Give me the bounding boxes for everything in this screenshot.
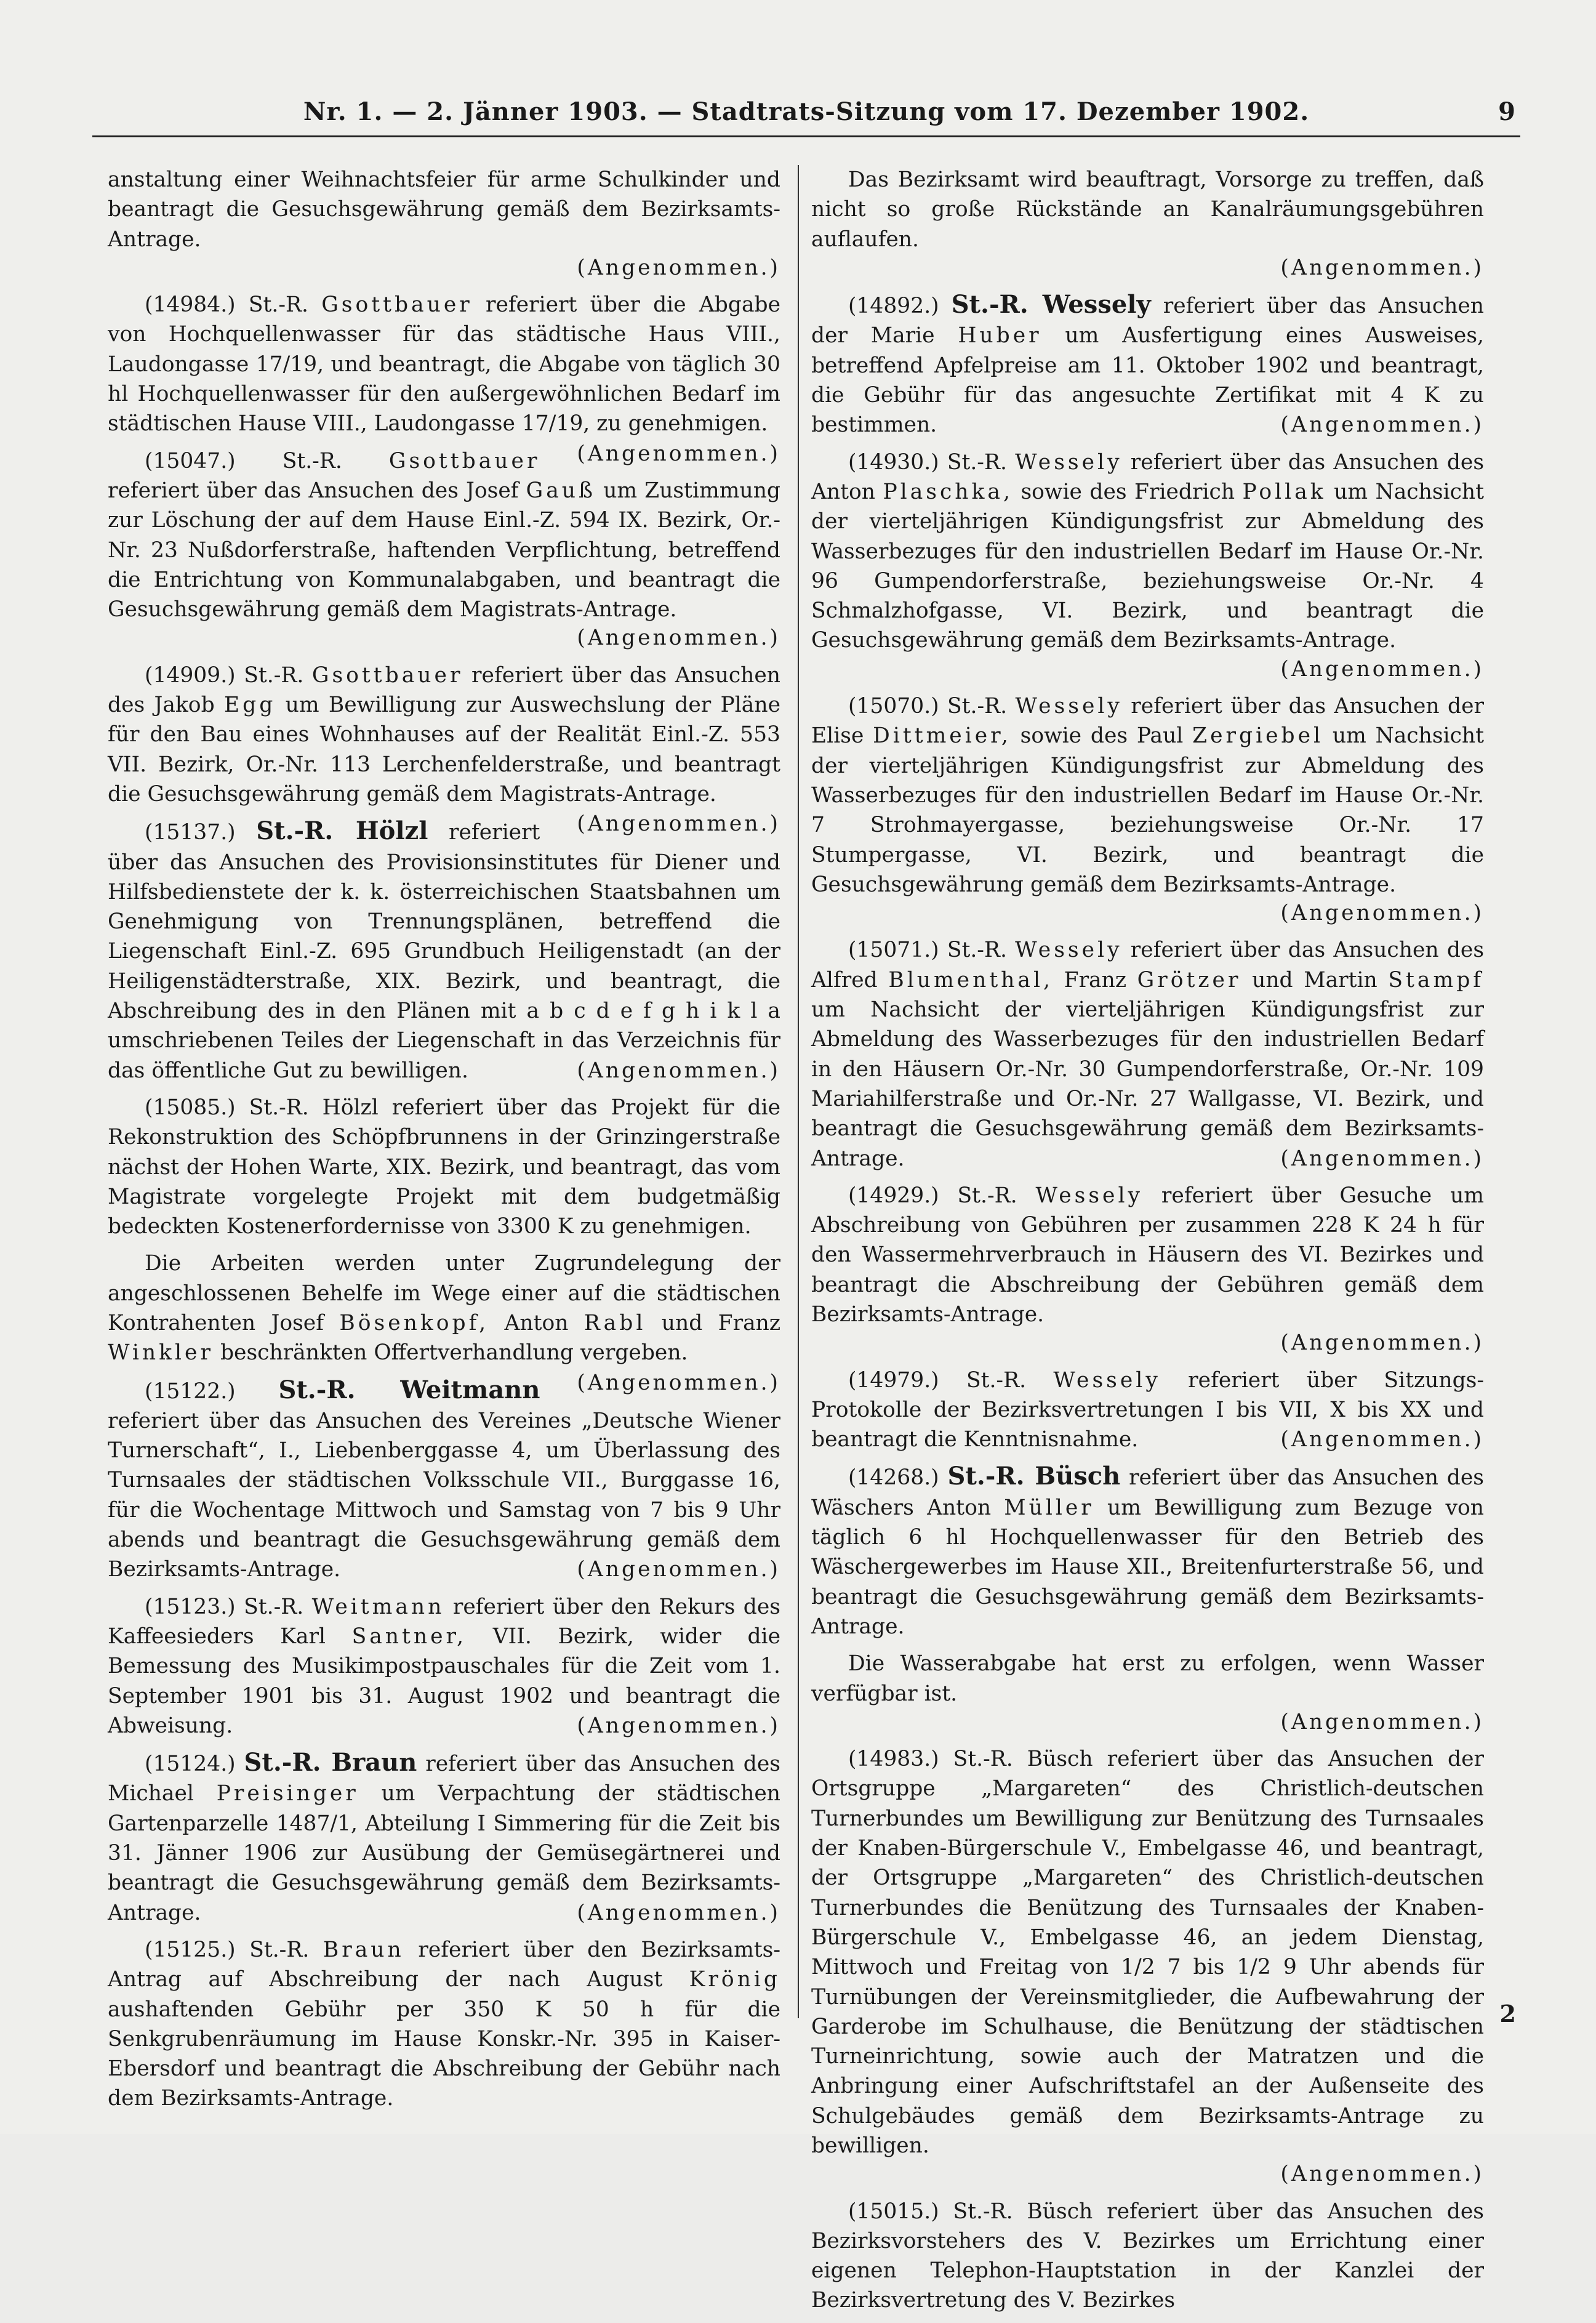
paragraph-text: und Franz <box>661 1310 781 1335</box>
paragraph <box>811 1649 1484 1737</box>
paragraph-text: referiert über Gesuche um Abschreibung von Gebühren per zusammen 228 K 24 h für den Wassermehrverbrauch in Häusern des VI. Bezirkes und beantragt die Abschreibung der Gebühren gemäß dem Bezirksamts-Antrage. <box>811 1183 1485 1327</box>
resolution: (Angenommen.) <box>577 1713 780 1738</box>
speaker-name: Wessely <box>1015 449 1123 475</box>
paragraph-text: referiert über das Ansuchen des Anton <box>811 449 1485 504</box>
item-number: (14979.) St.-R. <box>848 1367 1027 1393</box>
page-number: 9 <box>1498 97 1515 126</box>
item-number: (14929.) St.-R. <box>848 1183 1017 1208</box>
person-name: Bösenkopf, <box>339 1310 489 1335</box>
item-number: (15015.) St.-R. Büsch <box>848 2199 1093 2224</box>
paragraph <box>811 1462 1484 1641</box>
person-name: Winkler <box>108 1340 214 1366</box>
paragraph <box>108 1748 780 1928</box>
item-number: (15070.) St.-R. <box>848 694 1008 719</box>
paragraph <box>811 1366 1484 1455</box>
paragraph-text: referiert über das Ansuchen des Provisionsinstitutes für Diener und Hilfsbedienstete der k. k. österreichischen Staatsbahnen um Genehmigung von Trennungsplänen, betreffend die Liegenschaft Einl.-Z. 695 Grundbuch Heiligenstadt (an der Heiligenstädterstraße, XIX. Bezirk, und beantragt, die Abschreibung des in den Plänen mit a b c d e f g h i k l a umschriebenen Teiles der Liegenschaft in das Verzeichnis für das öffentliche Gut zu bewilligen. <box>108 820 780 1083</box>
resolution: (Angenommen.) <box>577 441 780 466</box>
paragraph-text: beschränkten Offertverhandlung vergeben. <box>220 1340 688 1366</box>
paragraph <box>811 2197 1484 2316</box>
paragraph <box>811 1181 1484 1358</box>
paragraph-text: referiert über das Ansuchen des Bezirksvorstehers des V. Bezirkes um Errichtung einer eigenen Telephon-Hauptstation in der Kanzlei der Bezirksvertretung des V. Bezirkes <box>811 2199 1485 2313</box>
header-title: Nr. 1. — 2. Jänner 1903. — Stadtrats-Sitzung vom 17. Dezember 1902. <box>303 97 1310 126</box>
person-name: Pollak <box>1242 479 1326 504</box>
paragraph-text: Anton <box>504 1310 569 1335</box>
resolution: (Angenommen.) <box>1280 901 1484 926</box>
paragraph-text: Franz <box>1064 967 1127 992</box>
paragraph-text: sowie des Friedrich <box>1021 479 1235 504</box>
resolution: (Angenommen.) <box>1280 413 1484 438</box>
paragraph <box>108 446 780 653</box>
speaker-name: Wessely <box>1035 1183 1143 1208</box>
speaker-name: Gsottbauer <box>321 292 473 318</box>
paragraph <box>108 1935 780 2114</box>
paragraph-text: referiert über das Ansuchen des Vereines „Deutsche Wiener Turnerschaft“, I., Liebenberggasse 4, um Überlassung des Turnsaales der städtischen Volksschule VII., Burggasse 16, für die Wochentage Mittwoch und Samstag von 7 bis 9 Uhr abends und beantragt die Gesuchsgewährung gemäß dem Bezirksamts-Antrage. <box>108 1408 780 1582</box>
item-number: (14930.) St.-R. <box>848 449 1007 475</box>
item-number: (14909.) St.-R. <box>145 662 304 688</box>
paragraph-text: referiert über den Rekurs des Kaffeesieders Karl <box>108 1594 781 1649</box>
resolution: (Angenommen.) <box>577 1557 780 1582</box>
item-number: (14268.) <box>848 1465 939 1491</box>
person-name: Rabl <box>583 1310 646 1335</box>
paragraph-text: referiert über das Ansuchen des Michael <box>108 1752 781 1806</box>
person-name: Krönig <box>689 1967 781 1992</box>
speaker-name: Gsottbauer <box>388 448 540 473</box>
resolution: (Angenommen.) <box>577 1058 780 1083</box>
page-header <box>92 92 1520 137</box>
person-name: Müller <box>1004 1495 1094 1520</box>
paragraph <box>108 1375 780 1585</box>
paragraph-text: um Nachsicht der vierteljährigen Kündigungsfrist zur Abmeldung des Wasserbezuges für den industriellen Bedarf in den Häusern Or.-Nr. 30 Gumpendorferstraße, Or.-Nr. 109 Mariahilferstraße und Or.-Nr. 27 Wallgasse, VI. Bezirk, und beantragt die Gesuchsgewährung gemäß dem Bezirksamts-Antrage. <box>811 997 1484 1171</box>
speaker-name: St.-R. Büsch <box>947 1462 1121 1491</box>
paragraph-text: um Bewilligung zur Auswechslung der Pläne für den Bau eines Wohnhauses auf der Realität Einl.-Z. 553 VII. Bezirk, Or.-Nr. 113 Lerchenfelderstraße, und beantragt die Gesuchsgewährung gemäß dem Magistrats-Antrage. <box>108 693 780 807</box>
paragraph <box>811 935 1484 1173</box>
resolution: (Angenommen.) <box>1280 1427 1484 1452</box>
paragraph-text: um Verpachtung der städtischen Gartenparzelle 1487/1, Abteilung I Simmering für die Zeit bis 31. Jänner 1906 zur Ausübung der Gemüsegärtnerei und beantragt die Gesuchsgewährung gemäß dem Bezirksamts-Antrage. <box>108 1781 781 1925</box>
person-name: Grötzer <box>1137 967 1241 992</box>
paragraph-text: referiert über das Ansuchen der Marie <box>811 294 1484 348</box>
item-number: (14983.) St.-R. Büsch <box>848 1747 1093 1772</box>
paragraph <box>811 691 1484 928</box>
person-name: Preisinger <box>216 1781 359 1806</box>
paragraph <box>108 1592 780 1741</box>
paragraph-text: um Zustimmung zur Löschung der auf dem Hause Einl.-Z. 594 IX. Bezirk, Or.-Nr. 23 Nußdorferstraße, haftenden Verpflichtung, betreffend die Entrichtung von Kommunalabgaben, und beantragt die Gesuchsgewährung gemäß dem Magistrats-Antrage. <box>108 478 780 622</box>
person-name: Plaschka, <box>883 479 1013 504</box>
person-name: Zergiebel <box>1192 723 1324 749</box>
person-name: Blumenthal, <box>888 967 1053 992</box>
speaker-name: Gsottbauer <box>311 662 463 688</box>
paragraph-text: Die Wasserabgabe hat erst zu erfolgen, wenn Wasser verfügbar ist. <box>811 1651 1484 1706</box>
paragraph <box>811 165 1484 283</box>
paragraph <box>108 816 780 1085</box>
signature-number: 2 <box>1499 2000 1516 2027</box>
paragraph-text: um Nachsicht der vierteljährigen Kündigungsfrist zur Abmeldung des Wasserbezuges für den industriellen Bedarf im Hause Or.-Nr. 7 Strohmayergasse, beziehungsweise Or.-Nr. 17 Stumpergasse, VI. Bezirk, und beantragt die Gesuchsgewährung gemäß dem Bezirksamts-Antrage. <box>811 723 1484 897</box>
paragraph-text: referiert über Sitzungs-Protokolle der Bezirksvertretungen I bis VII, X bis XX und beantragt die Kenntnisnahme. <box>811 1367 1485 1452</box>
paragraph-text: referiert über den Bezirksamts-Antrag auf Abschreibung der nach August <box>108 1937 781 1992</box>
resolution: (Angenommen.) <box>577 626 780 651</box>
paragraph <box>811 290 1484 440</box>
speaker-name: St.-R. Wessely <box>951 290 1151 320</box>
item-number: (15124.) <box>145 1752 236 1777</box>
paragraph-text: sowie des Paul <box>1020 723 1184 749</box>
paragraph-text: referiert über das Ansuchen des Jakob <box>108 662 780 718</box>
item-number: (14984.) St.-R. <box>145 292 308 318</box>
item-number: (15085.) St.-R. Hölzl <box>145 1095 379 1120</box>
paragraph <box>108 1093 780 1241</box>
item-number: (15125.) St.-R. <box>145 1937 310 1962</box>
person-name: Gauß <box>526 478 596 503</box>
speaker-name: Wessely <box>1053 1367 1161 1393</box>
item-number: (15137.) <box>145 820 236 845</box>
speaker-name: St.-R. Hölzl <box>256 816 428 846</box>
paragraph-text: referiert über das Ansuchen der Ortsgruppe „Margareten“ des Christlich-deutschen Turnerbundes um Bewilligung zur Benützung des Turnsaales der Knaben-Bürgerschule V., Embelgasse 46, und beantragt, der Ortsgruppe „Margareten“ des Christlich-deutschen Turnerbundes die Benützung des Turnsaales der Knaben-Bürgerschule V., Embelgasse 46, an jedem Dienstag, Mittwoch und Freitag von 1/2 7 bis 1/2 9 Uhr abends für Turnübungen der Vereinsmitglieder, die Aufbewahrung der Garderobe im Schulhause, die Benützung der städtischen Turneinrichtung, sowie auch der Matratzen und die Anbringung einer Aufschriftstafel an der Außenseite des Schulgebäudes gemäß dem Bezirksamts-Antrage zu bewilligen. <box>811 1747 1485 2158</box>
paragraph <box>811 1744 1484 2189</box>
paragraph-text: Das Bezirksamt wird beauftragt, Vorsorge zu treffen, daß nicht so große Rückstände an Kanalräumungsgebühren auflaufen. <box>811 167 1484 252</box>
speaker-name: St.-R. Braun <box>244 1748 417 1777</box>
resolution: (Angenommen.) <box>1280 1709 1484 1734</box>
resolution: (Angenommen.) <box>577 255 780 280</box>
paragraph-text: und Martin <box>1252 967 1377 992</box>
paragraph-text: VII. Bezirk, wider die Bemessung des Musikimpostpauschales für die Zeit vom 1. September 1901 bis 31. August 1902 und beantragt die Abweisung. <box>108 1624 781 1738</box>
person-name: Santner, <box>351 1624 467 1649</box>
item-number: (15047.) St.-R. <box>145 448 342 473</box>
resolution: (Angenommen.) <box>1280 2162 1484 2187</box>
paragraph-text: referiert über das Ansuchen der Elise <box>811 694 1485 749</box>
paragraph-text: referiert über das Ansuchen des Wäschers Anton <box>811 1465 1484 1520</box>
resolution: (Angenommen.) <box>577 1370 780 1395</box>
item-number: (15122.) <box>145 1379 236 1404</box>
paragraph-text: referiert über das Ansuchen des Alfred <box>811 938 1485 992</box>
resolution: (Angenommen.) <box>1280 1146 1484 1171</box>
speaker-name: Wessely <box>1015 938 1123 963</box>
item-number: (15123.) St.-R. <box>145 1594 304 1619</box>
speaker-name: Wessely <box>1015 694 1123 719</box>
paragraph <box>811 448 1484 684</box>
item-number: (15071.) St.-R. <box>848 938 1007 963</box>
speaker-name: St.-R. Weitmann <box>278 1375 540 1404</box>
paragraph-text: referiert über das Ansuchen des Josef <box>108 478 519 503</box>
paragraph <box>108 165 780 283</box>
resolution: (Angenommen.) <box>577 811 780 837</box>
resolution: (Angenommen.) <box>1280 1331 1484 1356</box>
resolution: (Angenommen.) <box>577 1900 780 1925</box>
paragraph-text: referiert über die Abgabe von Hochquellenwasser für das städtische Haus VIII., Laudongasse 17/19, und beantragt, die Abgabe von täglich 30 hl Hochquellenwasser für den außergewöhnlichen Bedarf im städtischen Hause VIII., Laudongasse 17/19, zu genehmigen. <box>108 292 781 437</box>
left-column <box>108 165 780 2121</box>
paragraph-text: um Bewilligung zum Bezuge von täglich 6 hl Hochquellenwasser für den Betrieb des Wäschergewerbes im Hause XII., Breitenfurterstraße 56, und beantragt die Gesuchsgewährung gemäß dem Bezirksamts-Antrage. <box>811 1495 1485 1639</box>
paragraph-text: um Ausfertigung eines Ausweises, betreffend Apfelpreise am 11. Oktober 1902 und beantragt, die Gebühr für das angesuchte Zertifikat mit 4 K zu bestimmen. <box>811 323 1484 438</box>
resolution: (Angenommen.) <box>1280 656 1484 682</box>
item-number: (14892.) <box>848 294 939 319</box>
column-divider <box>798 165 799 2018</box>
right-column <box>811 165 1484 2323</box>
paragraph-text: aushaftenden Gebühr per 350 K 50 h für die Senkgrubenräumung im Hause Konskr.-Nr. 395 in Kaiser-Ebersdorf und beantragt die Abschreibung der Gebühr nach dem Bezirksamts-Antrage. <box>108 1997 780 2111</box>
person-name: Huber <box>958 323 1042 348</box>
person-name: Stampf <box>1388 967 1485 992</box>
speaker-name: Braun <box>323 1937 404 1962</box>
resolution: (Angenommen.) <box>1280 255 1484 280</box>
person-name: Dittmeier, <box>873 723 1011 749</box>
person-name: Egg <box>223 693 276 718</box>
speaker-name: Weitmann <box>311 1594 445 1619</box>
paragraph-text: Die Arbeiten werden unter Zugrundelegung der angeschlossenen Behelfe im Wege einer auf die städtischen Kontrahenten Josef <box>108 1251 780 1335</box>
paragraph-text: referiert über das Projekt für die Rekonstruktion des Schöpfbrunnens in der Grinzingerstraße nächst der Hohen Warte, XIX. Bezirk, und beantragt, das vom Magistrate vorgelegte Projekt mit dem budgetmäßig bedeckten Kostenerfordernisse von 3300 K zu genehmigen. <box>108 1095 780 1239</box>
paragraph-text: um Nachsicht der vierteljährigen Kündigungsfrist zur Abmeldung des Wasserbezuges für den industriellen Bedarf im Hause Or.-Nr. 96 Gumpendorferstraße, beziehungsweise Or.-Nr. 4 Schmalzhofgasse, VI. Bezirk, und beantragt die Gesuchsgewährung gemäß dem Bezirksamts-Antrage. <box>811 479 1484 653</box>
paragraph-text: anstaltung einer Weihnachtsfeier für arme Schulkinder und beantragt die Gesuchsgewährung gemäß dem Bezirksamts-Antrage. <box>108 167 780 252</box>
